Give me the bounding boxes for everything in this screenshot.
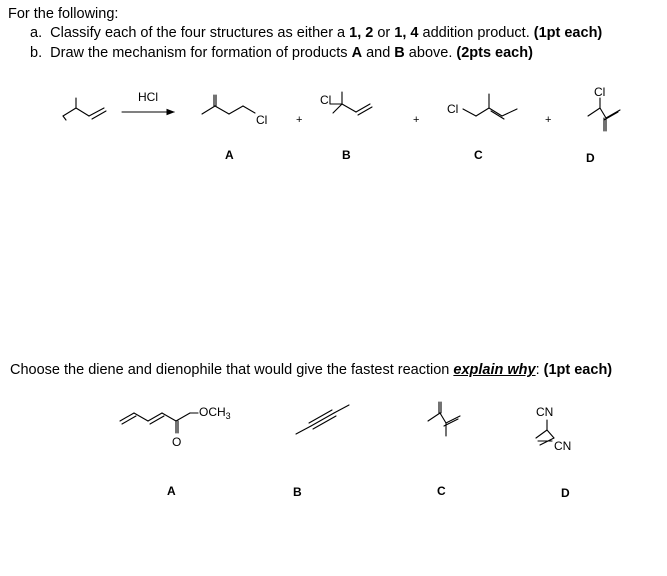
compound-label-b: B <box>293 485 302 499</box>
compound-c-structure <box>428 402 460 436</box>
question-a-text-before: Classify each of the four structures as either a <box>50 25 350 41</box>
question-a-bold2: 1, 4 <box>394 25 419 41</box>
cn-top-label: CN <box>536 405 554 419</box>
question-b-marker: b. <box>30 45 43 61</box>
product-label-c: C <box>474 148 483 162</box>
product-b-structure <box>330 92 372 115</box>
question-b-text-after: above. <box>404 45 457 61</box>
och3-sub: 3 <box>225 411 231 421</box>
product-d-structure <box>588 98 620 131</box>
question-a-bold1: 1, 2 <box>349 25 374 41</box>
compound-b-structure <box>296 405 349 434</box>
question-b-bold-a: A <box>351 45 363 61</box>
question-a-text-after: addition product. <box>418 25 534 41</box>
question-b-bold-b: B <box>394 45 405 61</box>
product-c-structure <box>463 94 517 119</box>
question-2-text-after: : <box>535 362 544 378</box>
compound-label-d: D <box>561 486 570 500</box>
product-b-cl: Cl <box>320 93 332 107</box>
question-b-text-before: Draw the mechanism for formation of products <box>50 45 352 61</box>
reagent-label: HCl <box>138 90 158 104</box>
compound-d-structure <box>536 420 554 445</box>
och3-main: OCH <box>199 405 226 419</box>
product-d-cl: Cl <box>594 85 606 99</box>
reactant-diene <box>63 98 106 120</box>
product-a-cl: Cl <box>256 113 268 127</box>
product-label-a: A <box>225 148 234 162</box>
question-a-points: (1pt each) <box>533 25 603 41</box>
problem1-intro: For the following: <box>8 6 119 22</box>
question-2-points: (1pt each) <box>543 362 613 378</box>
product-label-b: B <box>342 148 351 162</box>
product-label-d: D <box>586 151 595 165</box>
question-2-emphasis: explain why <box>453 362 536 378</box>
och3-label <box>199 405 231 421</box>
compound-label-c: C <box>437 484 446 498</box>
product-c-cl: Cl <box>447 102 459 116</box>
question-a-marker: a. <box>30 25 43 41</box>
question-a-text-mid: or <box>373 25 395 41</box>
question-2-text-before: Choose the diene and dienophile that would give the fastest reaction <box>10 362 454 378</box>
cn-bottom-label: CN <box>554 439 572 453</box>
plus-1: + <box>296 114 303 126</box>
product-a-structure <box>202 95 255 114</box>
compound-a-structure <box>120 413 198 433</box>
compound-label-a: A <box>167 484 176 498</box>
plus-3: + <box>545 114 552 126</box>
question-b-points: (2pts each) <box>456 45 533 61</box>
ketone-o-label: O <box>172 435 182 449</box>
question-b-text-and: and <box>362 45 395 61</box>
plus-2: + <box>413 114 420 126</box>
